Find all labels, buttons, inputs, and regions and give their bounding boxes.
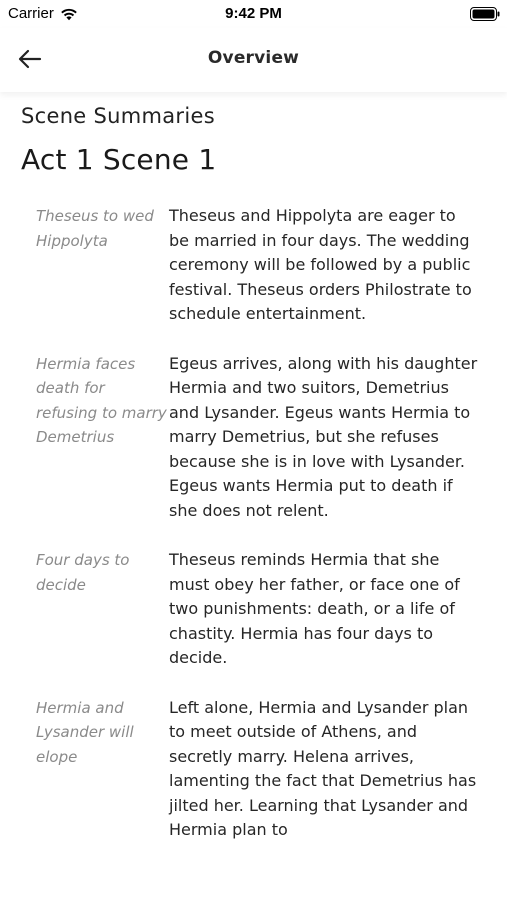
- summary-label: Hermia faces death for refusing to marry Demetrius: [36, 354, 167, 446]
- summary-label: Hermia and Lysander will elope: [36, 698, 134, 766]
- section-title: Scene Summaries: [21, 104, 215, 128]
- summary-row: [0, 204, 507, 327]
- summary-text: Theseus reminds Hermia that she must obey her father, or face one of two punishments: death, or a life of chastity. Hermia has four days to decide.: [169, 550, 460, 667]
- summary-list: [0, 204, 507, 868]
- act-title: Act 1 Scene 1: [21, 143, 217, 176]
- scene-summaries-content[interactable]: [0, 92, 507, 900]
- nav-title: Overview: [207, 48, 300, 68]
- status-time: 9:42 PM: [225, 5, 282, 22]
- summary-text: Theseus and Hippolyta are eager to be married in four days. The wedding ceremony will be followed by a public festival. Theseus orders Philostrate to schedule entertainment.: [169, 206, 472, 323]
- summary-label: Four days to decide: [36, 551, 130, 594]
- summary-text: Egeus arrives, along with his daughter Hermia and two suitors, Demetrius and Lysander. Egeus wants Hermia to marry Demetrius, but she refuses because she is in love with Lysander. Egeus wants Hermia put to death if she does not relent.: [169, 353, 478, 520]
- summary-label: Theseus to wed Hippolyta: [36, 207, 154, 250]
- summary-row: [0, 352, 507, 524]
- summary-text: Left alone, Hermia and Lysander plan to meet outside of Athens, and secretly marry. Helena arrives, lamenting the fact that Demetrius has jilted her. Learning that Lysander and Hermia plan to: [169, 697, 477, 839]
- status-bar: [0, 0, 507, 28]
- summary-row: [0, 548, 507, 671]
- nav-bar: [0, 28, 507, 92]
- battery-icon: [470, 7, 500, 21]
- summary-row: [0, 696, 507, 843]
- carrier-label: Carrier: [8, 5, 54, 22]
